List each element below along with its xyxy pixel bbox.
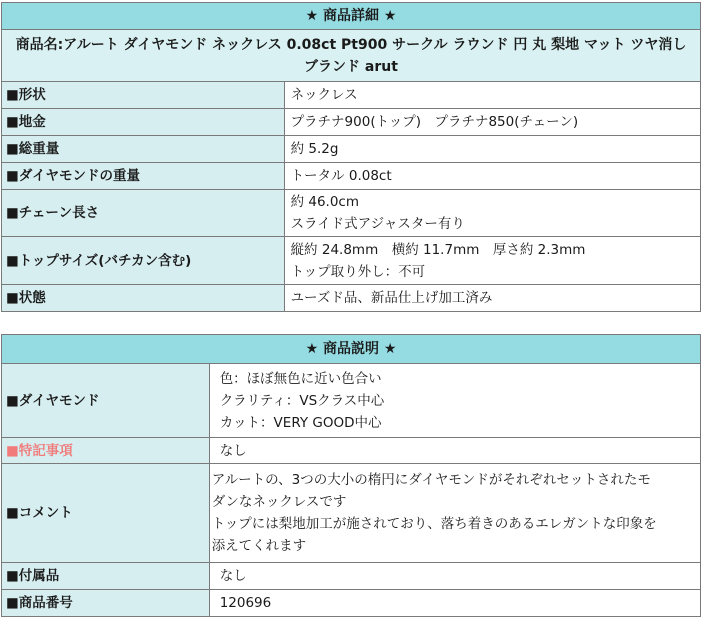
table-row (2, 438, 701, 464)
total-weight-label: ■総重量 (2, 136, 285, 163)
chain-length-label: ■チェーン長さ (2, 190, 285, 237)
diamond-value (209, 364, 700, 438)
comment-line2: ダンなネックレスです (211, 494, 347, 510)
condition-value: ユーズド品、新品仕上げ加工済み (284, 285, 700, 312)
condition-label: ■状態 (2, 285, 285, 312)
accessories-value: なし (209, 563, 700, 590)
top-size-label: ■トップサイズ(バチカン含む) (2, 237, 285, 285)
item-number-label: ■商品番号 (2, 590, 210, 617)
total-weight-value: 約 5.2g (284, 136, 700, 163)
product-name (2, 30, 701, 82)
product-details-table (1, 2, 701, 312)
top-size-line2: トップ取り外し：不可 (290, 263, 426, 280)
diamond-color: 色：ほぼ無色に近い色合い (219, 370, 382, 387)
comment-label: ■コメント (2, 464, 210, 563)
shape-label: ■形状 (2, 82, 285, 109)
metal-label: ■地金 (2, 109, 285, 136)
chain-length-line1: 約 46.0cm (290, 194, 359, 210)
comment-value (209, 464, 700, 563)
table-row (2, 464, 701, 563)
description-header: ★ 商品説明 ★ (2, 335, 701, 364)
table-row (2, 237, 701, 285)
table-row (2, 109, 701, 136)
diamond-label: ■ダイヤモンド (2, 364, 210, 438)
comment-line1: アルートの、3つの大小の楕円にダイヤモンドがそれぞれセットされたモ (211, 472, 651, 488)
accessories-label: ■付属品 (2, 563, 210, 590)
table-row (2, 364, 701, 438)
diamond-clarity: クラリティ：VSクラス中心 (219, 392, 385, 409)
product-name-line1: 商品名:アルート ダイヤモンド ネックレス 0.08ct Pt900 サークル ラウンド 円 丸 梨地 マット ツヤ消し (15, 36, 687, 53)
top-size-value (284, 237, 700, 285)
product-description-table (1, 334, 701, 617)
comment-line3: トップには梨地加工が施されており、落ち着きのあるエレガントな印象を (211, 516, 657, 532)
table-row (2, 285, 701, 312)
diamond-weight-label: ■ダイヤモンドの重量 (2, 163, 285, 190)
item-number-value: 120696 (209, 590, 700, 617)
metal-value: プラチナ900(トップ) プラチナ850(チェーン) (284, 109, 700, 136)
table-row (2, 136, 701, 163)
diamond-cut: カット：VERY GOOD中心 (219, 414, 382, 431)
table-row (2, 563, 701, 590)
shape-value: ネックレス (284, 82, 700, 109)
special-notes-label: ■特記事項 (2, 438, 210, 464)
details-header: ★ 商品詳細 ★ (2, 3, 701, 30)
diamond-weight-value: トータル 0.08ct (284, 163, 700, 190)
chain-length-line2: スライド式アジャスター有り (290, 216, 465, 232)
table-row (2, 190, 701, 237)
table-row (2, 163, 701, 190)
chain-length-value (284, 190, 700, 237)
top-size-line1: 縦約 24.8mm 横約 11.7mm 厚さ約 2.3mm (290, 241, 586, 258)
special-notes-value: なし (209, 438, 700, 464)
table-row (2, 590, 701, 617)
brand-line: ブランド arut (304, 58, 398, 75)
table-row (2, 82, 701, 109)
comment-line4: 添えてくれます (211, 538, 307, 554)
